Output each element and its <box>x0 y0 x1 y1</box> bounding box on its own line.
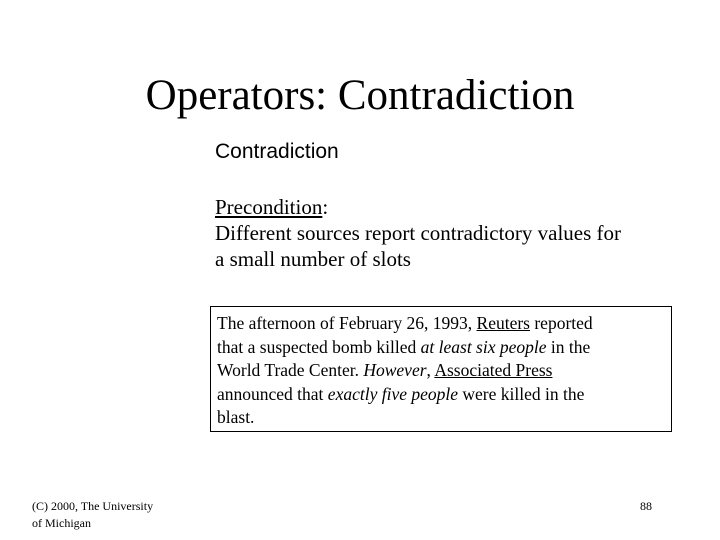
example-line-5: blast. <box>217 407 255 427</box>
contrast-however: However <box>363 360 427 380</box>
example-text: World Trade Center. <box>217 360 364 380</box>
example-text: in the <box>546 336 591 357</box>
example-text: The afternoon of February 26, 1993, <box>217 313 477 333</box>
example-line-4 <box>217 383 665 407</box>
precondition-line-1: Different sources report contradictory values for <box>215 221 622 245</box>
example-line-2 <box>217 336 665 360</box>
claim-at-least-six: at least six people <box>420 336 547 357</box>
precondition-line-2: a small number of slots <box>215 247 411 271</box>
precondition-label-text: Precondition <box>215 195 323 219</box>
precondition-block <box>215 194 705 272</box>
footer-copyright-line-1: (C) 2000, The University <box>32 499 154 513</box>
example-line-1 <box>217 312 665 336</box>
section-heading: Contradiction <box>215 140 339 163</box>
example-text: that a suspected bomb killed <box>217 336 421 357</box>
example-text: were killed in the <box>458 383 585 404</box>
slide-title: Operators: Contradiction <box>145 72 575 119</box>
example-text: announced that <box>217 383 328 404</box>
example-box <box>210 306 672 432</box>
example-text: reported <box>529 313 593 333</box>
example-line-3 <box>217 359 665 383</box>
precondition-label <box>215 194 705 220</box>
footer-copyright <box>32 498 153 532</box>
source-associated-press: Associated Press <box>434 360 553 380</box>
claim-exactly-five: exactly five people <box>327 383 458 404</box>
source-reuters: Reuters <box>476 313 530 333</box>
precondition-label-colon: : <box>322 195 329 219</box>
footer-copyright-line-2: of Michigan <box>32 516 91 530</box>
example-text: , <box>426 360 435 380</box>
page-number: 88 <box>640 499 652 513</box>
